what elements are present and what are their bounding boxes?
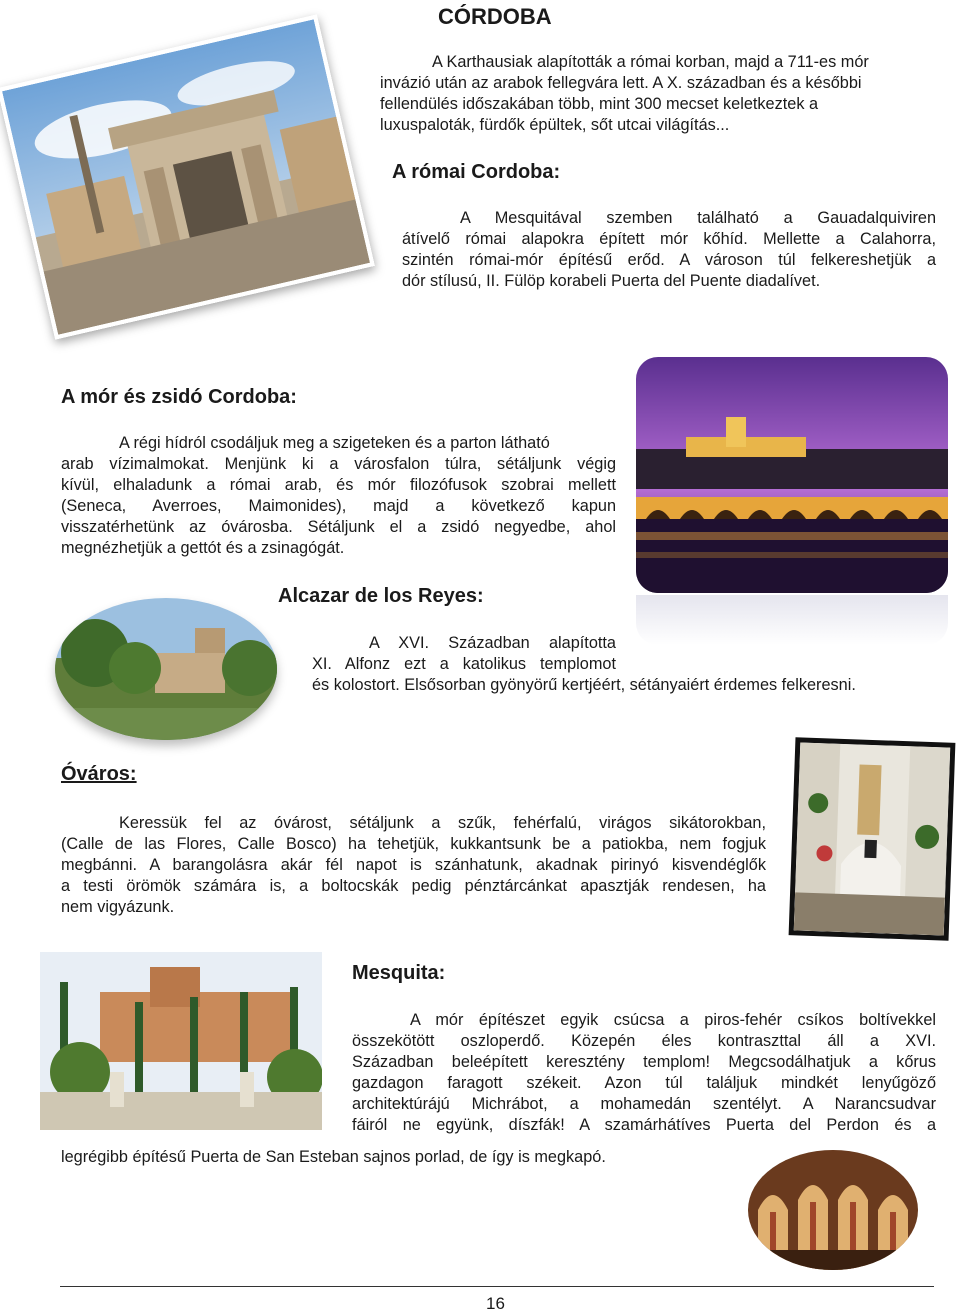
- moorish-line: (Seneca, Averroes, Maimonides), majd a következő kapun: [61, 497, 616, 515]
- roman-cordoba-heading: A római Cordoba:: [392, 161, 561, 183]
- old-town-paragraph: [61, 813, 766, 918]
- alcazar-line: A XVI. Században alapította: [369, 634, 616, 652]
- old-town-heading: Óváros:: [61, 763, 137, 785]
- intro-paragraph: [380, 52, 934, 136]
- page-title: CÓRDOBA: [438, 4, 552, 29]
- page-number: 16: [486, 1294, 505, 1313]
- mesquita-line: összekötött oszloperdő. Közepén éles kontraszttal áll a XVI.: [352, 1032, 936, 1050]
- oldtown-line: Keressük fel az óvárost, sétáljunk a szűk, fehérfalú, virágos sikátorokban,: [119, 814, 766, 832]
- footer-rule: [60, 1286, 934, 1287]
- alcazar-line: és kolostort. Elsősorban gyönyörű kertjéért, sétányaiért érdemes felkeresni.: [312, 676, 856, 694]
- roman-line: A Mesquitával szemben található a Gauadalquiviren: [460, 209, 936, 227]
- roman-line: átívelő római alapokra épített mór kőhíd. Mellette a Calahorra,: [402, 230, 936, 248]
- moorish-line: megnézhetjük a gettót és a zsinagógát.: [61, 539, 345, 557]
- moorish-jewish-paragraph: [61, 433, 616, 559]
- intro-line: luxuspaloták, fürdők épültek, sőt utcai világítás...: [380, 116, 730, 134]
- mesquita-line: fáiról ne együnk, díszfák! A szamárhátíves Puerta del Perdon és a: [352, 1116, 936, 1134]
- moorish-line: A régi hídról csodáljuk meg a szigeteken és a parton látható: [119, 434, 550, 452]
- moorish-line: arab vízimalmokat. Menjünk ki a városfalon túlra, sétáljunk végig: [61, 455, 616, 473]
- alcazar-paragraph: [312, 633, 934, 696]
- roman-line: szintén római-mór építésű erőd. A városon túl felkereshetjük a: [402, 251, 936, 269]
- mesquita-interior-photo: [748, 1150, 918, 1270]
- mesquita-line: gazdagon faragott székeit. Azon túl találjuk mindkét lenyűgöző: [352, 1074, 936, 1092]
- intro-line: A Karthausiak alapították a római korban, majd a 711-es mór: [432, 53, 869, 71]
- mesquita-last-line: legrégibb építésű Puerta de San Esteban sajnos porlad, de így is megkapó.: [61, 1148, 606, 1166]
- mesquita-heading: Mesquita:: [352, 962, 446, 984]
- intro-line: invázió után az arabok fellegvára lett. A X. században és a későbbi: [380, 74, 862, 92]
- mesquita-paragraph: [352, 1010, 936, 1136]
- alcazar-gardens-photo: [55, 598, 277, 740]
- intro-line: fellendülés időszakában több, mint 300 mecset keletkeztek a: [380, 95, 819, 113]
- mesquita-line: Században beleépített keresztény templom! Megcsodálhatjuk a kőrus: [352, 1053, 936, 1071]
- moorish-line: kívül, elhaladunk a római arab, és mór filozófusok szobrai mellett: [61, 476, 616, 494]
- old-town-alley-photo: [789, 737, 956, 940]
- oldtown-line: (Calle de las Flores, Calle Bosco) ha tehetjük, kukkantsunk be a patiokba, nem fogjuk: [61, 835, 766, 853]
- oldtown-line: a testi örömök számára is, a boltocskák pedig pénztárcánkat apasztják rendesen, ha: [61, 877, 766, 895]
- roman-line: dór stílusú, II. Fülöp korabeli Puerta del Puente diadalívet.: [402, 272, 821, 290]
- alcazar-line: XI. Alfonz ezt a katolikus templomot: [312, 655, 616, 673]
- moorish-line: visszatérhetünk az óvárosba. Sétáljunk el a zsidó negyedbe, ahol: [61, 518, 616, 536]
- roman-cordoba-paragraph: [402, 208, 936, 292]
- roman-bridge-night-photo: [636, 357, 948, 593]
- oldtown-line: nem vigyázunk.: [61, 898, 175, 916]
- alcazar-heading: Alcazar de los Reyes:: [278, 585, 484, 607]
- moorish-jewish-heading: A mór és zsidó Cordoba:: [61, 386, 297, 408]
- mesquita-photo: [40, 952, 322, 1130]
- mesquita-line: A mór építészet egyik csúcsa a piros-fehér csíkos boltívekkel: [410, 1011, 936, 1029]
- oldtown-line: megbánni. A barangolásra akár fél napot is szánhatunk, akadnak pirinyó kisvendéglők: [61, 856, 766, 874]
- mesquita-line: architektúrájú Michrábot, a mohamedán szentélyt. A Narancsudvar: [352, 1095, 936, 1113]
- puerta-del-puente-photo: [0, 14, 375, 339]
